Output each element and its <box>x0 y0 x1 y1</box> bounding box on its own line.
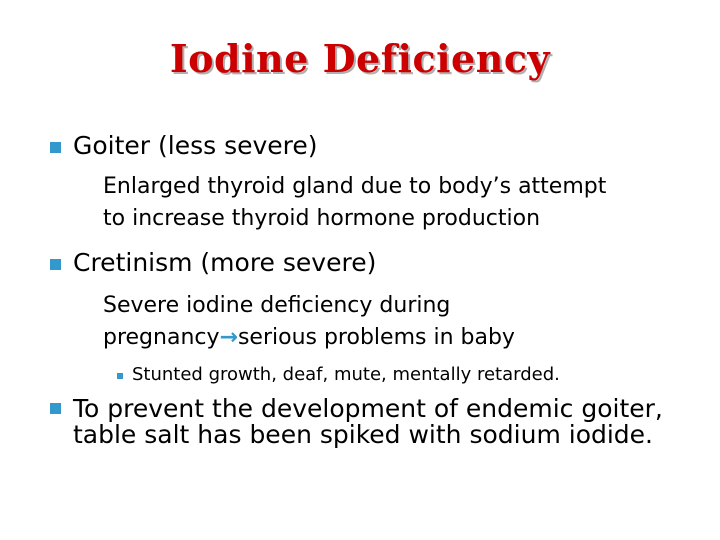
goiter-description-line2: to increase thyroid hormone production <box>103 206 541 231</box>
cretinism-description-line2 <box>103 322 515 354</box>
prevention-line2: table salt has been spiked with sodium iodide. <box>73 420 654 449</box>
right-arrow-icon: → <box>219 325 238 350</box>
bullet-heading-goiter: Goiter (less severe) <box>73 131 318 160</box>
cretinism-cause: pregnancy <box>103 325 220 350</box>
slide-title: Iodine Deficiency <box>169 36 551 81</box>
square-bullet-icon <box>50 403 61 414</box>
cretinism-description-line1: Severe iodine deficiency during <box>103 293 451 318</box>
square-bullet-icon <box>50 142 61 153</box>
goiter-description-line1: Enlarged thyroid gland due to body’s attempt <box>103 174 607 199</box>
cretinism-effect: serious problems in baby <box>237 325 515 350</box>
prevention-line1: To prevent the development of endemic goiter, <box>73 394 663 423</box>
cretinism-symptoms: Stunted growth, deaf, mute, mentally retarded. <box>132 364 560 385</box>
square-bullet-icon <box>50 259 61 270</box>
small-square-bullet-icon <box>117 373 123 379</box>
bullet-heading-cretinism: Cretinism (more severe) <box>73 248 377 277</box>
